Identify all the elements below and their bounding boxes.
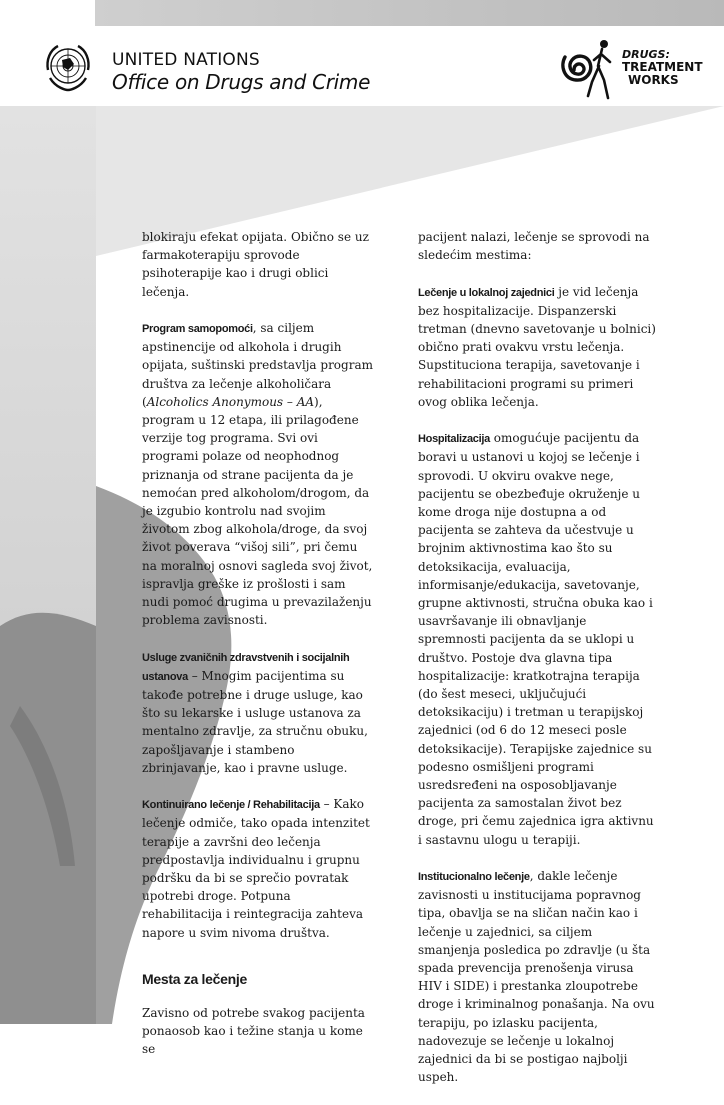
paragraph-lead: Lečenje u lokalnoj zajednici xyxy=(418,286,555,299)
paragraph-text: je vid lečenja bez hospitalizacije. Dispanzerski tretman (dnevno savetovanje u bolnici) obično prati ovakvu vrstu lečenja. Supstituciona terapija, savetovanje i rehabilitacioni programi su primeri ovog oblika lečenja. xyxy=(418,284,656,409)
paragraph-text: ), program u 12 etapa, ili prilagođene verzije tog programa. Svi ovi programi polaze od neophodnog priznanja od strane pacijenta da je nemoćan pred alkoholom/drogom, da je izgubio kontrolu nad svojim životom zbog alkohola/droge, da svoj život poverava “višoj sili”, pri čemu na moralnoj osnovi sagleda svoj život, ispravlja greške iz prošlosti i sam nudi pomoć drugima u prevazilaženju problema zavisnosti. xyxy=(142,394,373,628)
walking-figure-spiral-icon xyxy=(552,36,622,102)
paragraph-lead: Institucionalno lečenje xyxy=(418,871,530,884)
paragraph-self-help xyxy=(142,319,374,629)
campaign-treatment: TREATMENT xyxy=(622,60,703,74)
paragraph-emphasis: Alcoholics Anonymous – AA xyxy=(146,394,315,409)
paragraph-text: – Kako lečenje odmiče, tako opada intenzitet terapije a završni deo lečenja predpostavlja individualnu i grupnu podršku da bi se sprečio povratak upotrebi droge. Potpuna rehabilitacija i reintegracija zahteva napore u svim nivoma društva. xyxy=(142,797,370,940)
org-title xyxy=(112,50,370,94)
un-emblem-icon xyxy=(40,40,96,96)
org-name-line1: UNITED NATIONS xyxy=(112,50,260,70)
paragraph-rehabilitation xyxy=(142,795,374,942)
paragraph-services xyxy=(142,648,374,777)
paragraph-text: – Mnogim pacijentima su takođe potrebne i druge usluge, kao što su lekarske i usluge ustanova za mentalno zdravlje, za stručnu obuku, zapošljavanje i stambeno zbrinjavanje, kao i pravne usluge. xyxy=(142,668,368,775)
top-gray-band xyxy=(0,0,724,26)
paragraph-lead: Usluge zvaničnih zdravstvenih i socijalnih ustanova xyxy=(142,651,350,683)
left-text-column xyxy=(142,228,374,1077)
campaign-drugs: DRUGS: xyxy=(622,48,670,61)
paragraph: blokiraju efekat opijata. Obično se uz farmakoterapiju sprovode psihoterapije kao i drugi oblici lečenja. xyxy=(142,230,369,299)
paragraph-hospitalization xyxy=(418,429,656,849)
paragraph-community xyxy=(418,283,656,411)
right-text-column xyxy=(418,228,656,1105)
paragraph: pacijent nalazi, lečenje se sprovodi na sledećim mestima: xyxy=(418,230,650,263)
paragraph: Zavisno od potrebe svakog pacijenta ponaosob kao i težine stanja u kome se xyxy=(142,1006,365,1057)
paragraph-text: omogućuje pacijentu da boravi u ustanovi u kojoj se lečenje i sprovodi. U okviru ovakve nege, pacijentu se obezbeđuje okruženje u kome droga nije dostupna a od pacijenta se zahteva da učestvuje u brojnim aktivnostima kao što su detoksikacija, evaluacija, informisanje/edukacija, savetovanje, grupne aktivnosti, stručna obuka kao i usavršavanje ili obnavljanje spremnosti pacijenta da se uklopi u društvo. Postoje dva glavna tipa hospitalizacije: kratkotrajna terapija (do šest meseci, uključujući detoksikaciju) i tretman u terapijskoj zajednici (od 6 do 12 meseci posle detoksikacije). Terapijske zajednice su podesno osmišljeni programi usredsređeni na osposobljavanje pacijenta za samostalan život bez droge, pri čemu zajednica igra aktivnu i sastavnu ulogu u terapiji. xyxy=(418,431,654,847)
paragraph-text: , dakle lečenje zavisnosti u institucijama popravnog tipa, obavlja se na sličan način kao i lečenje u zajednici, sa ciljem smanjenja posledica po zdravlje (u šta spada prevencija prenošenja virusa HIV i SIDE) i prestanka zloupotrebe droge i kriminalnog ponašanja. Na ovu terapiju, po izlasku pacijenta, nadovezuje se lečenje u lokalnoj zajednici da bi se postigao najbolji uspeh. xyxy=(418,869,655,1085)
paragraph-lead: Hospitalizacija xyxy=(418,433,490,446)
campaign-works: WORKS xyxy=(628,73,679,87)
paragraph-institutional xyxy=(418,867,656,1086)
campaign-wordmark xyxy=(622,48,703,87)
paragraph-lead: Program samopomoći xyxy=(142,323,253,335)
org-name-line2: Office on Drugs and Crime xyxy=(112,70,371,94)
section-title: Mesta za lečenje xyxy=(142,970,247,987)
paragraph-lead: Kontinuirano lečenje / Rehabilitacija xyxy=(142,799,320,812)
paragraph-text: , sa ciljem apstinencije od alkohola i drugih opijata, suštinski predstavlja program društva za lečenje alkoholičara ( xyxy=(142,321,373,409)
